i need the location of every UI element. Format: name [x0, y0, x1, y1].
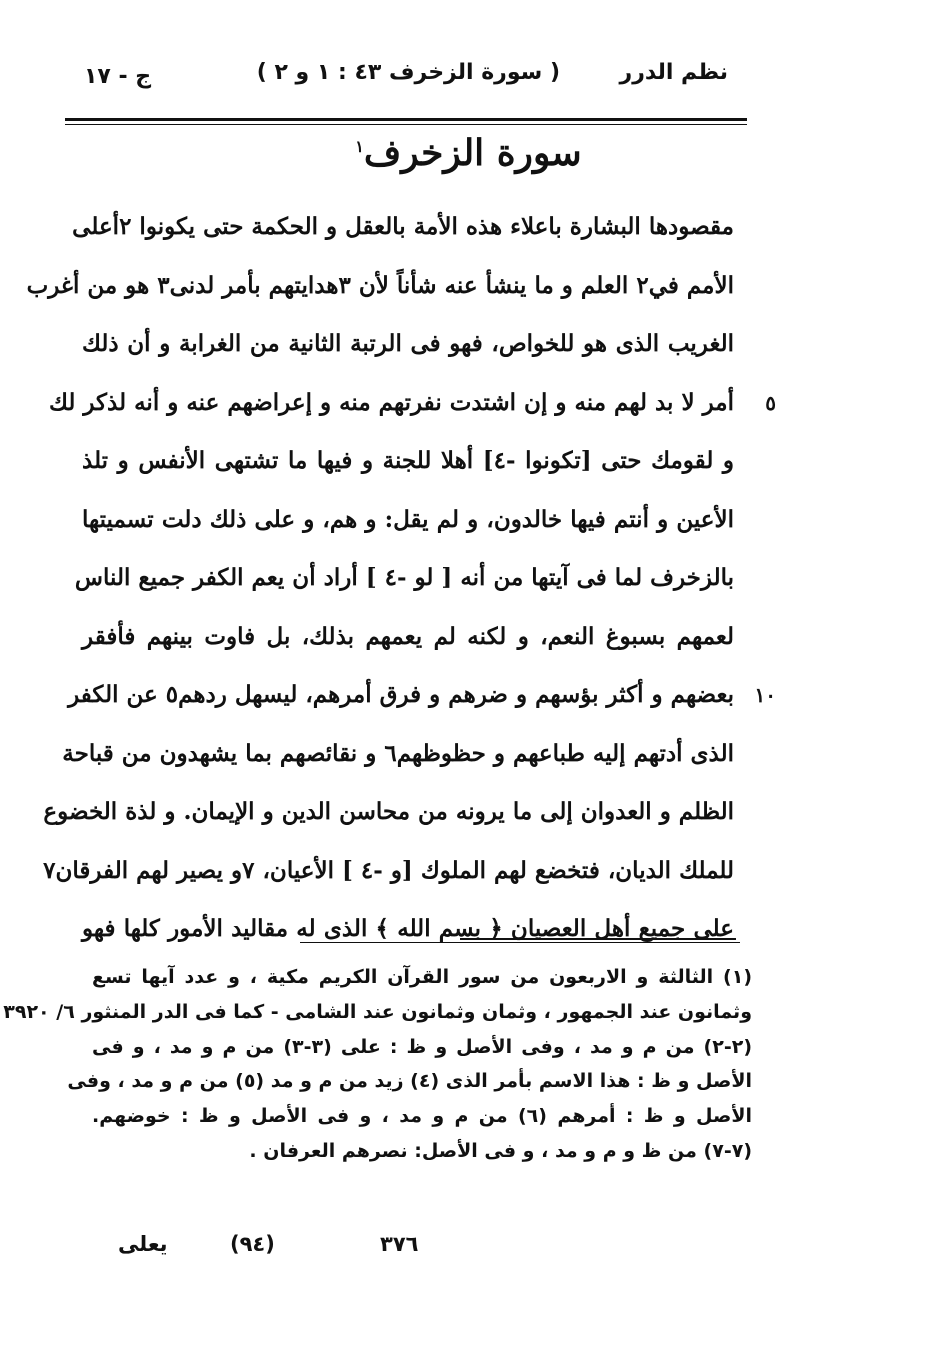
body-line-text: الظلم و العدوان إلى ما يرونه من محاسن الدين و الإيمان. و لذة الخضوع	[43, 798, 734, 825]
body-line-text: و لقومك حتى [تكونوا -٤] أهلا للجنة و فيها ما تشتهى الأنفس و تلذ	[82, 447, 734, 474]
footnote-line: الأصل و ظ : أمرهم (٦) من م و مد ، و فى الأصل و ظ : خوضهم.	[92, 1105, 753, 1128]
body-line-text: الغريب الذى هو للخواص، فهو فى الرتبة الثانية من الغرابة و أن ذلك	[82, 330, 734, 357]
footnote-line: الأصل و ظ : هذا الاسم بأمر الذى (٤) زيد من م و مد (٥) من م و مد ، وفى	[67, 1070, 752, 1093]
signature-mark: يعلى	[118, 1232, 168, 1256]
title-footnote-mark: ١	[355, 137, 364, 156]
body-underline	[460, 938, 736, 940]
body-line	[68, 666, 776, 725]
volume-label: ج - ١٧	[84, 64, 152, 89]
footnote-line: وثمانون عند الجمهور ، وثمان وثمانون عند الشامى - كما فى الدر المنثور ٦/ ٣٩٢٠	[3, 1000, 752, 1023]
body-line	[43, 842, 734, 901]
body-line-text: أمر لا بد لهم منه و إن اشتدت نفرتهم منه و إعراضهم عنه و أنه لذكر لك	[48, 388, 734, 416]
surah-reference: ( سورة الزخرف ٤٣ : ١ و ٢ )	[256, 60, 560, 85]
body-line-text: بعضهم و أكثر بؤسهم و ضرهم و فرق أمرهم، ليسهل ردهم٥ عن الكفر	[68, 681, 734, 708]
body-line	[82, 491, 734, 550]
body-line	[82, 432, 734, 491]
body-line	[74, 549, 734, 608]
body-text	[26, 198, 776, 959]
footnote-line: (٧-٧) من ظ و م و مد ، و فى الأصل: نصرهم العرفان .	[249, 1139, 752, 1162]
line-number: ٥	[765, 390, 776, 415]
body-line-text: لعمهم بسبوغ النعم، و لكنه لم يعمهم بذلك، بل فاوت بينهم فأفقر	[82, 622, 734, 650]
surah-title	[0, 132, 937, 174]
page-footer	[0, 1232, 937, 1272]
header-rule	[65, 118, 747, 121]
body-line	[82, 315, 734, 374]
footnotes	[3, 960, 753, 1169]
body-line-text: بالزخرف لما فى آيتها من أنه [ لو -٤ ] أراد أن يعم الكفر جميع الناس	[74, 564, 734, 591]
page-header	[70, 52, 738, 100]
line-number: ١٠	[754, 683, 776, 707]
body-line	[82, 608, 734, 667]
body-line	[26, 257, 734, 316]
sheet-code: (٩٤)	[230, 1232, 275, 1256]
page-number: ٣٧٦	[380, 1232, 419, 1256]
body-line-text: الذى أدتهم إليه طباعهم و حظوظهم٦ و نقائصهم بما يشهدون من قباحة	[62, 739, 734, 767]
body-line	[43, 783, 734, 842]
body-line-text: على جميع أهل العصيان ﴿ بسم الله ﴾ الذى له مقاليد الأمور كلها فهو	[82, 915, 734, 942]
body-line	[48, 374, 776, 433]
footnote-line: (١) الثالثة و الاربعون من سور القرآن الكريم مكية ، و عدد آيها تسع	[92, 966, 752, 988]
body-line-text: مقصودها البشارة باعلاء هذه الأمة بالعقل و الحكمة حتى يكونوا ٢أعلى	[72, 213, 734, 240]
body-line	[72, 198, 734, 257]
surah-title-text: سورة الزخرف	[363, 132, 582, 174]
body-line	[82, 900, 734, 959]
body-line-text: الأعين و أنتم فيها خالدون، و لم يقل: و هم، و على ذلك دلت تسميتها	[82, 505, 734, 533]
book-title: نظم الدرر	[619, 60, 728, 85]
body-line	[62, 725, 734, 784]
footnote-line: (٢-٢) من م و مد ، وفى الأصل و ظ : على (٣-٣) من م و مد ، و فى	[92, 1035, 752, 1058]
body-line-text: الأمم في٢ العلم و ما ينشأ عنه شأناً لأن ٣هدايتهم بأمر لدنى٣ هو من أغرب	[26, 271, 734, 299]
footnote-rule	[300, 942, 740, 943]
header-rule-thin	[65, 124, 747, 125]
body-line-text: للملك الديان، فتخضع لهم الملوك [و -٤ ] الأعيان، ٧و يصير لهم الفرقان٧	[43, 856, 734, 884]
